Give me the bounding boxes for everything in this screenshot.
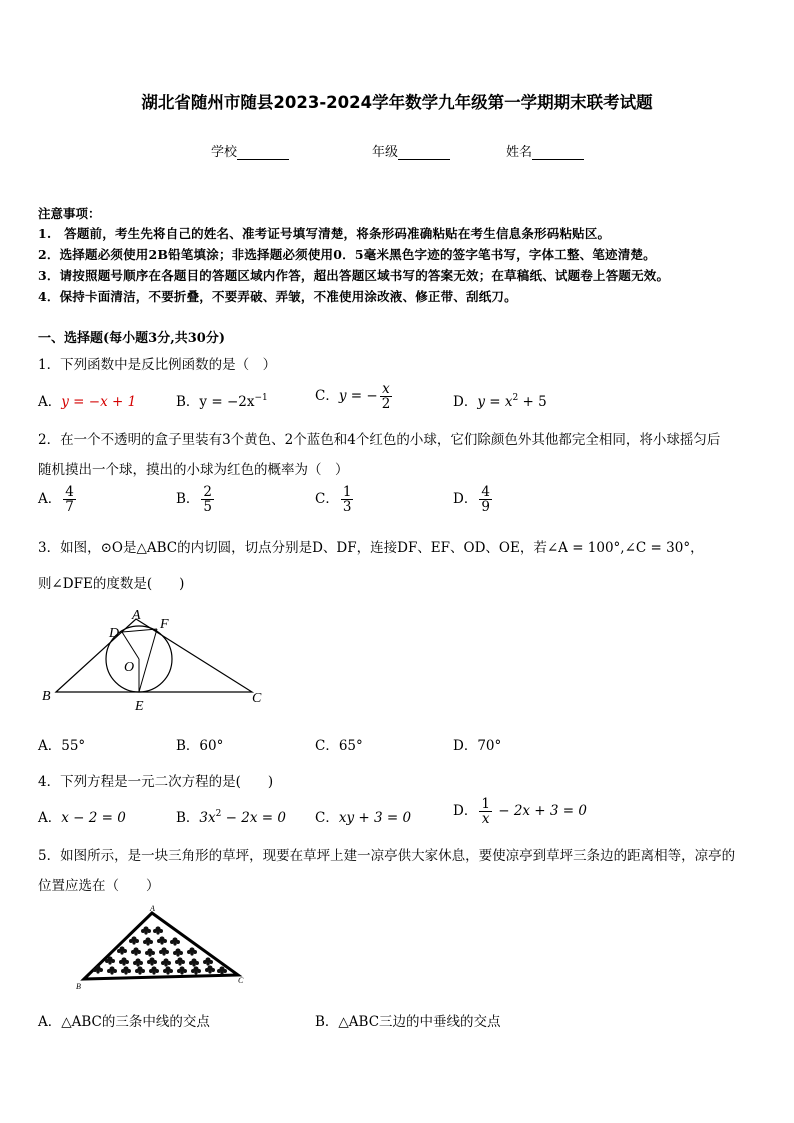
option-expr: 3x <box>199 810 216 826</box>
option-expr: y = − <box>338 388 378 405</box>
q2-option-b <box>176 485 216 514</box>
segment-df <box>122 629 157 632</box>
lawn-vertex-c: C <box>238 976 244 985</box>
option-expr: x − 2 = 0 <box>61 810 126 826</box>
q2-option-a <box>38 485 78 514</box>
point-label-e: E <box>135 699 144 714</box>
vertex-label-c: C <box>252 691 262 706</box>
q1-stem: 1．下列函数中是反比例函数的是（ ） <box>38 357 277 373</box>
option-expr-tail: + 5 <box>518 394 547 410</box>
q3-option-a <box>38 734 85 754</box>
option-label: C． <box>315 738 339 754</box>
lawn-vertex-a: A <box>150 904 155 913</box>
note-item: 1. 答题前，考生先将自己的姓名、准考证号填写清楚，将条形码准确粘贴在考生信息条形码粘贴区。 <box>38 226 611 241</box>
frac-num: x <box>380 382 393 397</box>
frac-num: 4 <box>481 484 490 500</box>
note-item: 2．选择题必须使用2B铅笔填涂；非选择题必须使用0．5毫米黑色字迹的签字笔书写，字体工整、笔迹清楚。 <box>38 247 656 262</box>
option-expr: xy + 3 = 0 <box>338 810 412 826</box>
option-text: 55° <box>61 738 86 754</box>
option-label: A． <box>38 394 62 410</box>
frac-num: 1 <box>481 796 490 812</box>
q3-line2: 则∠DFE的度数是( ) <box>38 576 185 592</box>
option-text: 70° <box>477 738 502 754</box>
q2-line1: 2．在一个不透明的盒子里装有3个黄色、2个蓝色和4个红色的小球，它们除颜色外其他都完全相同，将小球摇匀后 <box>38 432 721 448</box>
q2-line2: 随机摸出一个球，摸出的小球为红色的概率为（ ） <box>38 462 349 478</box>
q4-option-c <box>315 806 411 826</box>
point-label-o: O <box>124 660 135 675</box>
exponent: 2 <box>512 393 519 403</box>
grade-blank <box>398 147 450 160</box>
option-label: D． <box>453 491 478 508</box>
q4-option-a <box>38 806 126 826</box>
segment-od <box>122 632 139 659</box>
school-field <box>211 141 289 160</box>
notes-heading: 注意事项： <box>38 206 101 221</box>
option-label: C． <box>315 388 339 405</box>
option-text: △ABC三边的中垂线的交点 <box>338 1014 501 1030</box>
q5-line1: 5．如图所示，是一块三角形的草坪，现要在草坪上建一凉亭供大家休息，要使凉亭到草坪三条边的距离相等，凉亭的 <box>38 848 736 864</box>
option-label: D． <box>453 803 478 820</box>
option-expr: y = −x + 1 <box>61 394 137 410</box>
option-label: B． <box>176 810 200 826</box>
frac-num: 2 <box>203 484 213 500</box>
lawn-triangle <box>84 913 238 979</box>
vertex-label-b: B <box>42 689 51 704</box>
frac-den: 5 <box>203 499 213 516</box>
q1-option-c <box>315 382 394 411</box>
frac-den: 7 <box>65 499 74 516</box>
q3-option-c <box>315 734 363 754</box>
frac-den: 3 <box>342 499 352 516</box>
option-label: D． <box>453 394 478 410</box>
q1-option-d <box>453 390 547 410</box>
option-label: A． <box>38 738 62 754</box>
page-title: 湖北省随州市随县2023-2024学年数学九年级第一学期期末联考试题 <box>141 93 653 112</box>
option-text: 60° <box>199 738 224 754</box>
grade-label: 年级 <box>372 145 399 160</box>
q3-option-d <box>453 734 501 754</box>
school-blank <box>237 147 289 160</box>
q3-option-b <box>176 734 223 754</box>
frac-den: x <box>481 811 490 828</box>
q5-line2: 位置应选在（ ） <box>38 878 160 894</box>
q1-option-a <box>38 390 136 410</box>
q1-option-b <box>176 390 268 410</box>
q4-option-d <box>453 797 587 826</box>
note-item: 4．保持卡面清洁，不要折叠，不要弄破、弄皱，不准使用涂改液、修正带、刮纸刀。 <box>38 289 517 304</box>
option-expr-tail: − 2x = 0 <box>221 810 286 826</box>
option-expr: y = x <box>477 394 513 410</box>
note-item: 3．请按照题号顺序在各题目的答题区域内作答，超出答题区域书写的答案无效；在草稿纸、试题卷上答题无效。 <box>38 268 670 283</box>
option-text: △ABC的三条中线的交点 <box>61 1014 210 1030</box>
exponent: 2 <box>215 809 222 819</box>
option-text: 65° <box>338 738 363 754</box>
q4-stem: 4．下列方程是一元二次方程的是( ) <box>38 774 274 790</box>
option-label: A． <box>38 810 62 826</box>
q5-option-b <box>315 1010 501 1030</box>
q3-line1: 3．如图，⊙O是△ABC的内切圆，切点分别是D、DF，连接DF、EF、OD、OE，若∠A = 100°,∠C = 30°， <box>38 540 704 556</box>
name-blank <box>532 147 584 160</box>
option-label: B． <box>315 1014 339 1030</box>
option-label: C． <box>315 491 339 508</box>
section-heading: 一、选择题(每小题3分,共30分) <box>38 331 225 346</box>
segment-ef <box>139 629 157 692</box>
option-expr-tail: − 2x + 3 = 0 <box>493 803 587 820</box>
option-label: B． <box>176 738 200 754</box>
option-expr: y = −2x <box>199 394 255 410</box>
q5-option-a <box>38 1010 210 1030</box>
point-label-d: D <box>109 626 120 641</box>
frac-den: 2 <box>381 396 391 413</box>
frac-num: 4 <box>65 484 74 500</box>
q2-option-c <box>315 485 355 514</box>
name-field <box>506 141 584 160</box>
option-label: B． <box>176 394 200 410</box>
lawn-vertex-b: B <box>76 982 81 991</box>
grade-field <box>372 141 450 160</box>
frac-den: 9 <box>481 499 490 516</box>
option-label: D． <box>453 738 478 754</box>
option-label: B． <box>176 491 200 508</box>
option-label: C． <box>315 810 339 826</box>
q2-option-d <box>453 485 494 514</box>
q5-lawn-figure <box>74 903 252 991</box>
school-label: 学校 <box>211 145 238 160</box>
q3-triangle-figure <box>36 603 276 715</box>
vertex-label-a: A <box>132 608 141 623</box>
exponent: −1 <box>254 393 268 403</box>
q4-option-b <box>176 806 286 826</box>
frac-num: 1 <box>342 484 352 500</box>
option-label: A． <box>38 491 62 508</box>
name-label: 姓名 <box>506 145 533 160</box>
point-label-f: F <box>160 617 169 632</box>
option-label: A． <box>38 1014 62 1030</box>
